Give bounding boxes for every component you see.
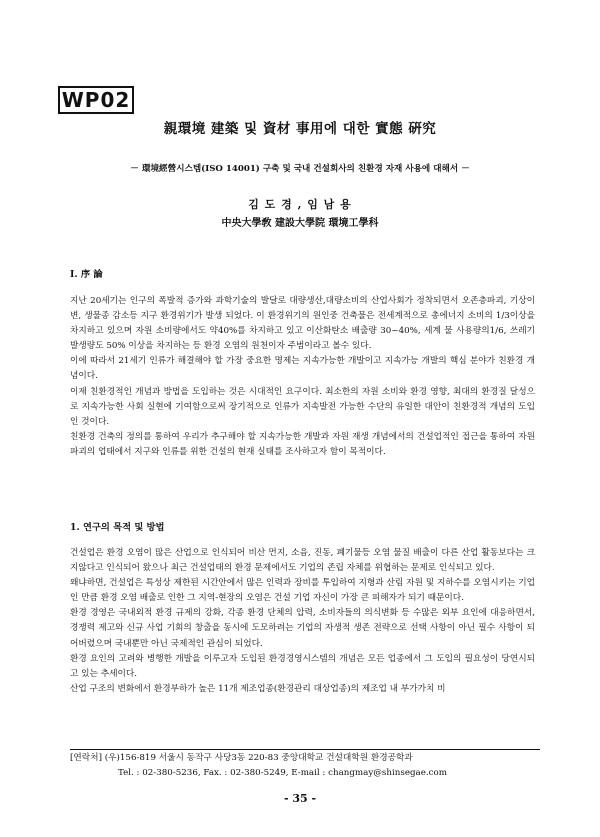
page-number: - 35 - — [283, 792, 317, 805]
body-paragraph: 친환경 건축의 정의를 통하여 우리가 추구해야 할 지속가능한 개발과 자원 재생 개념에서의 건설업적인 접근을 통하여 자원 파괴의 업태에서 지구와 인류를 위한 건설의 현재 실태를 조사하고자 함이 목적이다. — [70, 431, 535, 457]
section-body-introduction — [70, 294, 535, 460]
contact-address: [연락처] (우)156-819 서울시 동작구 사당3동 220-83 중앙대학교 건설대학원 환경공학과 — [70, 753, 413, 763]
body-paragraph: 지난 20세기는 인구의 폭발적 증가와 과학기술의 발달로 대량생산,대량소비의 산업사회가 정착되면서 오존층파괴, 기상이변, 생물종 감소등 지구 환경위기가 발생 되었다. 이 환경위기의 원인중 건축물은 전세계적으로 총에너지 소비의 1/3이상을 차지하고 있으며 자원 소비량에서도 약40%를 차지하고 있고 이산화탄소 배출량 30~40%, 세계 물 사용량의1/6, 쓰레기 발생량도 50% 이상을 차지하는 등 환경 오염의 원천이자 주범이라고 볼수 있다. — [70, 296, 535, 352]
paper-subtitle: － 環境經營시스템(ISO 14001) 구축 및 국내 건설회사의 친환경 자재 사용에 대해서 － — [130, 164, 470, 174]
section-body-purpose-method — [70, 546, 535, 697]
paper-affiliation: 中央大學敎 建設大學院 環境工學科 — [221, 218, 379, 229]
paper-title: 親環境 建築 및 資材 事用에 대한 實態 硏究 — [163, 121, 437, 137]
contact-info — [70, 749, 540, 781]
paper-code-box: WP02 — [58, 86, 134, 114]
paper-authors: 김 도 경 , 임 남 용 — [248, 198, 352, 211]
body-paragraph: 산업 구조의 변화에서 환경부하가 높은 11개 제조업종(환경관리 대상업종)의 제조업 내 부가가치 비 — [70, 683, 446, 694]
body-paragraph: 이제 친환경적인 개념과 방법을 도입하는 것은 시대적인 요구이다. 최소한의 자원 소비와 환경 영향, 최대의 환경질 달성으로 지속가능한 사회 실현에 기여함으로써 장기적으로 인류가 지속발전 가능한 수단의 유일한 대안이 친환경적 개념의 도입인 것이다. — [70, 386, 535, 427]
body-paragraph: 왜냐하면, 건설업은 특성상 제한된 시간안에서 많은 인력과 장비를 투입하여 지형과 산림 자원 및 지하수를 오염시키는 기업인 만큼 환경 오염 배출로 인한 그 지역-현장의 오염은 건설 기업 자신이 가장 큰 피해자가 되기 때문이다. — [70, 578, 535, 604]
body-paragraph: 이에 따라서 21세기 인류가 해결해야 할 가장 중요한 명제는 지속가능한 개발이고 지속가능 개발의 핵심 분야가 친환경 개념이다. — [70, 356, 535, 382]
section-heading-purpose-method: 1. 연구의 목적 및 방법 — [70, 522, 165, 533]
section-heading-introduction: Ⅰ. 序 論 — [70, 269, 103, 280]
body-paragraph: 건설업은 환경 오염이 많은 산업으로 인식되어 비산 먼지, 소음, 진동, 폐기물등 오염 물질 배출이 다른 산업 활동보다는 크지않다고 인식되어 왔으나 최근 건설업태의 환경 문제에서도 기업의 존립 자체를 위협하는 문제로 인식되고 있다. — [70, 548, 535, 574]
body-paragraph: 환경 요인의 고려와 병행한 개발을 이루고자 도입된 환경경영시스템의 개념은 모든 업종에서 그 도입의 필요성이 당연시되고 있는 추세이다. — [70, 653, 535, 679]
body-paragraph: 환경 경영은 국내외적 환경 규제의 강화, 각종 환경 단체의 압력, 소비자들의 의식변화 등 수많은 외부 요인에 대응하면서, 경쟁력 제고와 신규 사업 기회의 창출을 동시에 도모하려는 기업의 자생적 생존 전략으로 선택 사항이 아닌 필수 사항이 되어버렸으며 국내뿐만 아닌 국제적인 관심이 되었다. — [70, 608, 535, 649]
contact-phone-email: Tel. : 02-380-5236, Fax. : 02-380-5249, E-mail : changmay@shinsegae.com — [118, 768, 447, 778]
